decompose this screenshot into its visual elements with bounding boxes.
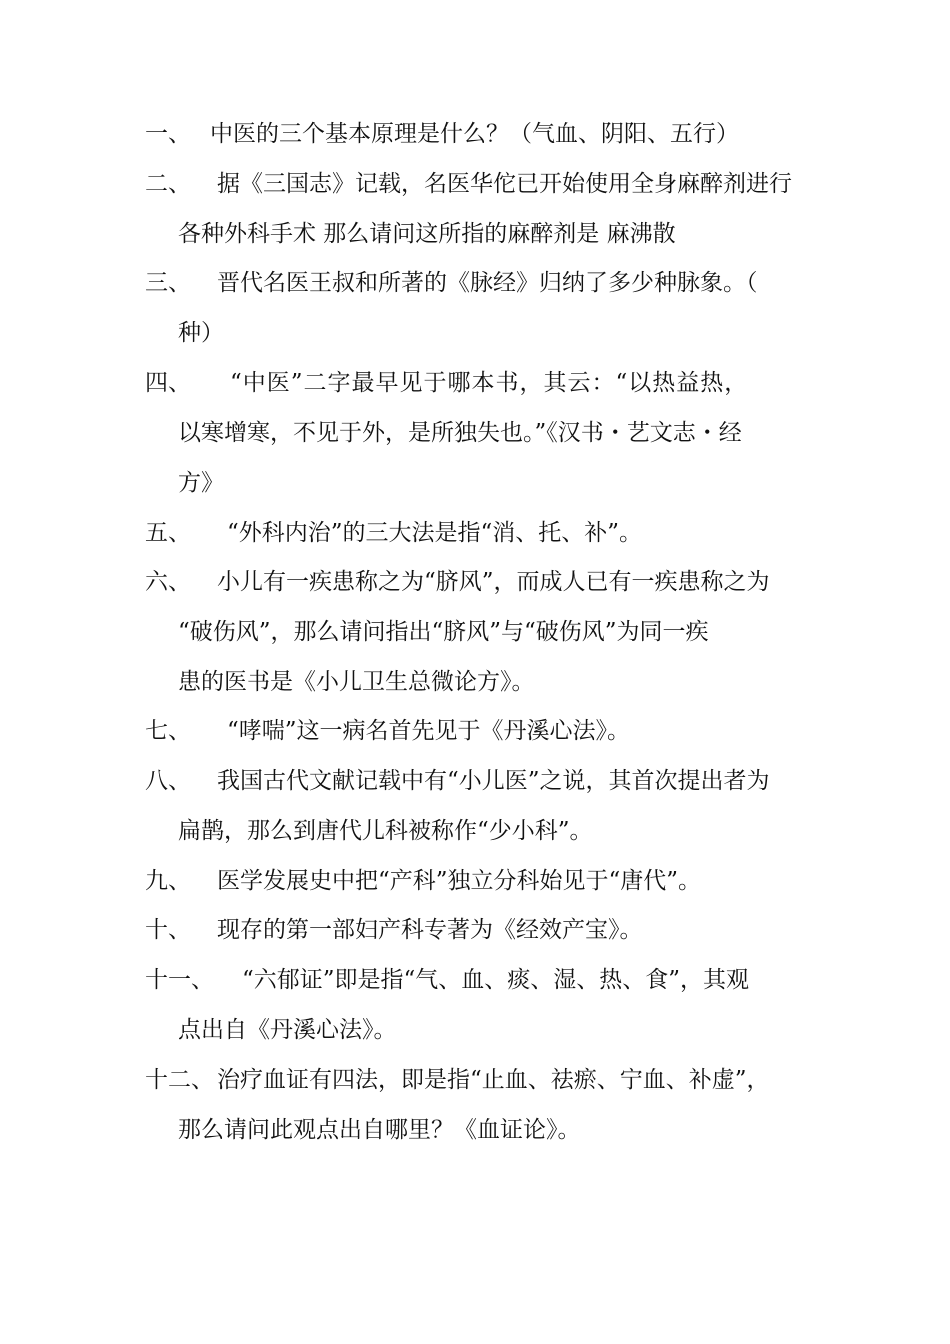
question-number: 四、	[145, 370, 191, 396]
question-number: 六、	[145, 569, 191, 595]
question-line: 扁鹊，那么到唐代儿科被称作“少小科”。	[178, 818, 593, 844]
question-line: 晋代名医王叔和所著的《脉经》归纳了多少种脉象。（	[217, 270, 758, 296]
question-line: 患的医书是《小儿卫生总微论方》。	[178, 669, 535, 695]
question-number: 三、	[145, 270, 191, 296]
question-line: “破伤风”，那么请问指出“脐风”与“破伤风”为同一疾	[178, 619, 709, 645]
question-line: 医学发展史中把“产科”独立分科始见于“唐代”。	[217, 868, 702, 894]
question-number: 十、	[145, 917, 191, 943]
question-line: 治疗血证有四法，即是指“止血、祛瘀、宁血、补虚”，	[217, 1067, 770, 1093]
question-line: 现存的第一部妇产科专著为《经效产宝》。	[217, 917, 643, 943]
question-number: 一、	[145, 121, 191, 147]
question-line: 中医的三个基本原理是什么？（气血、阴阳、五行）	[210, 121, 739, 147]
question-number: 九、	[145, 868, 191, 894]
question-line: “哮喘”这一病名首先见于《丹溪心法》。	[227, 718, 631, 744]
question-line: 种）	[178, 320, 224, 346]
question-number: 二、	[145, 171, 191, 197]
question-line: 各种外科手术 那么请问这所指的麻醉剂是 麻沸散	[178, 221, 676, 247]
question-line: 我国古代文献记载中有“小儿医”之说，其首次提出者为	[217, 768, 770, 794]
question-number: 七、	[145, 718, 191, 744]
question-line: “六郁证”即是指“气、血、痰、湿、热、食”，其观	[242, 967, 750, 993]
question-line: 据《三国志》记载，名医华佗已开始使用全身麻醉剂进行	[217, 171, 792, 197]
question-line: 方》	[178, 470, 224, 496]
question-number: 五、	[145, 520, 191, 546]
question-line: 以寒增寒，不见于外，是所独失也。”《汉书・艺文志・经	[178, 420, 742, 446]
question-line: 小儿有一疾患称之为“脐风”，而成人已有一疾患称之为	[217, 569, 770, 595]
question-line: 那么请问此观点出自哪里？《血证论》。	[178, 1117, 581, 1143]
question-line: “中医”二字最早见于哪本书，其云：“以热益热，	[230, 370, 749, 396]
question-line: 点出自《丹溪心法》。	[178, 1017, 397, 1043]
question-number: 十一、	[145, 967, 214, 993]
question-number: 八、	[145, 768, 191, 794]
question-number: 十二、	[145, 1067, 214, 1093]
question-line: “外科内治”的三大法是指“消、托、补”。	[227, 520, 643, 546]
